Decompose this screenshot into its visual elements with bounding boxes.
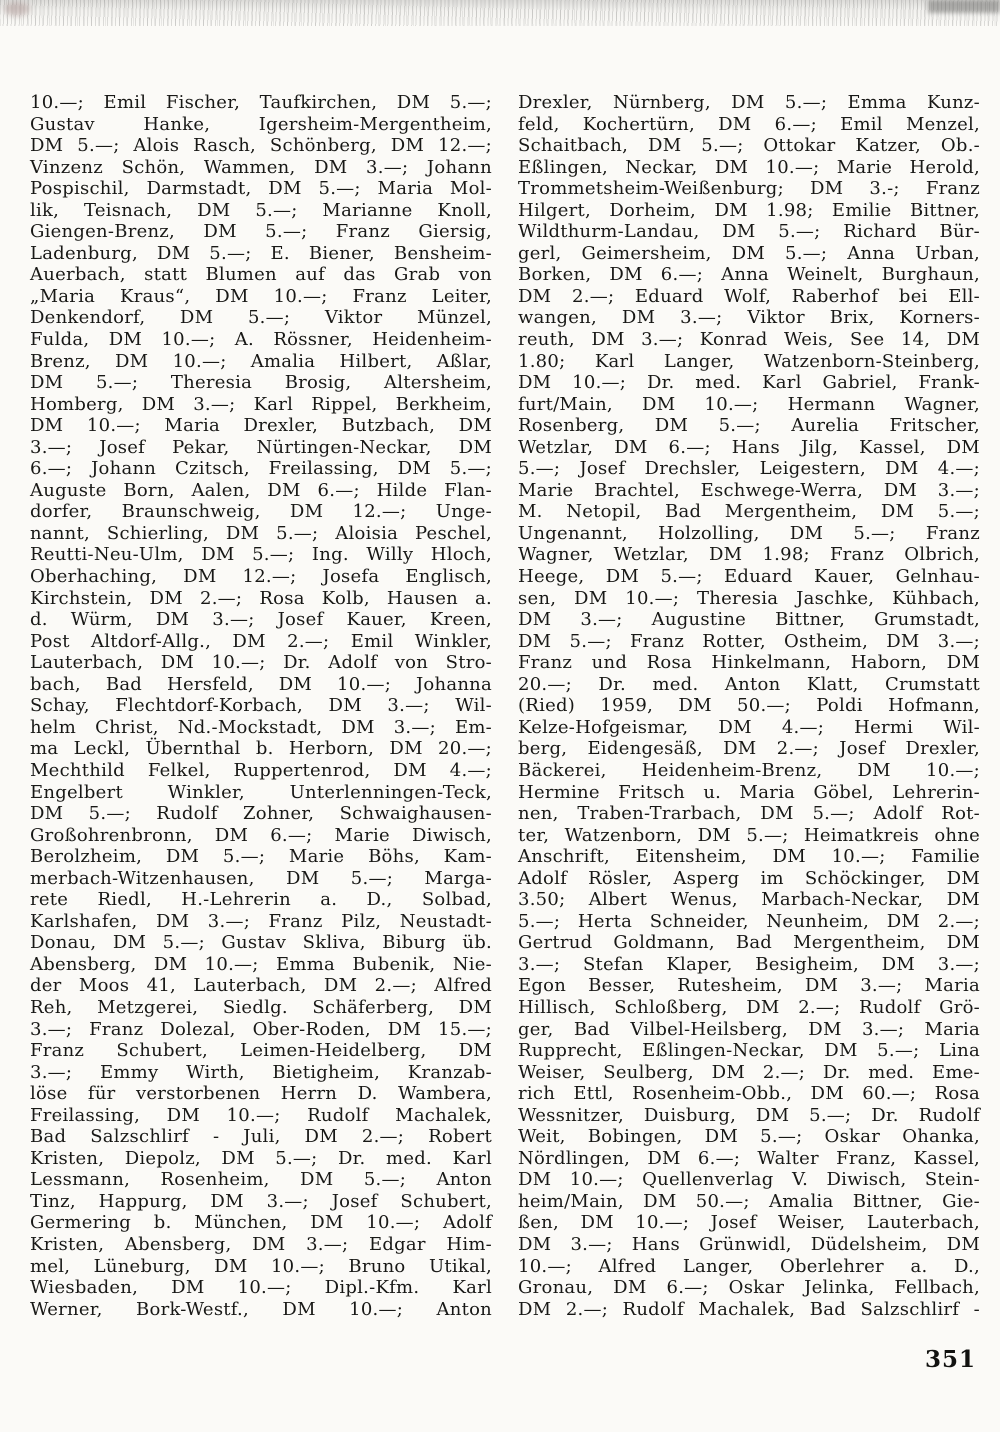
text-line: Pospischil, Darmstadt, DM 5.—; Maria Mol- (30, 178, 492, 200)
text-line: DM 3.—; Hans Grünwidl, Düdelsheim, DM (518, 1233, 980, 1255)
text-line: DM 5.—; Rudolf Zohner, Schwaighausen- (30, 803, 492, 825)
text-line: Anschrift, Eitensheim, DM 10.—; Familie (518, 846, 980, 868)
text-line: Weit, Bobingen, DM 5.—; Oskar Ohanka, (518, 1126, 980, 1148)
text-line: Trommetsheim-Weißenburg; DM 3.-; Franz (518, 178, 980, 200)
text-line: DM 2.—; Rudolf Machalek, Bad Salzschlirf - (518, 1298, 980, 1320)
text-line: Franz und Rosa Hinkelmann, Haborn, DM (518, 652, 980, 674)
text-line: Lessmann, Rosenheim, DM 5.—; Anton (30, 1169, 492, 1191)
text-line: berg, Eidengesäß, DM 2.—; Josef Drexler, (518, 738, 980, 760)
text-line: DM 10.—; Dr. med. Karl Gabriel, Frank- (518, 372, 980, 394)
text-line: Hillisch, Schloßberg, DM 2.—; Rudolf Grö- (518, 996, 980, 1018)
text-line: Lauterbach, DM 10.—; Dr. Adolf von Stro- (30, 652, 492, 674)
text-line: 5.—; Josef Drechsler, Leigestern, DM 4.—; (518, 458, 980, 480)
text-line: nannt, Schierling, DM 5.—; Aloisia Peschel, (30, 522, 492, 544)
text-line: DM 5.—; Theresia Brosig, Altersheim, (30, 372, 492, 394)
text-line: ma Leckl, Übernthal b. Herborn, DM 20.—; (30, 738, 492, 760)
text-line: Nördlingen, DM 6.—; Walter Franz, Kassel, (518, 1147, 980, 1169)
text-line: Kristen, Diepolz, DM 5.—; Dr. med. Karl (30, 1147, 492, 1169)
text-line: 10.—; Alfred Langer, Oberlehrer a. D., (518, 1255, 980, 1277)
text-line: Wiesbaden, DM 10.—; Dipl.-Kfm. Karl (30, 1277, 492, 1299)
text-line: Franz Schubert, Leimen-Heidelberg, DM (30, 1040, 492, 1062)
text-line: Hilgert, Dorheim, DM 1.98; Emilie Bittner, (518, 199, 980, 221)
text-line: Wagner, Wetzlar, DM 1.98; Franz Olbrich, (518, 544, 980, 566)
text-line: Eßlingen, Neckar, DM 10.—; Marie Herold, (518, 156, 980, 178)
text-line: 3.—; Franz Dolezal, Ober-Roden, DM 15.—; (30, 1018, 492, 1040)
text-line: Ladenburg, DM 5.—; E. Biener, Bensheim- (30, 242, 492, 264)
text-line: 3.50; Albert Wenus, Marbach-Neckar, DM (518, 889, 980, 911)
text-line: Fulda, DM 10.—; A. Rössner, Heidenheim- (30, 329, 492, 351)
text-line: dorfer, Braunschweig, DM 12.—; Unge- (30, 501, 492, 523)
text-line: Brenz, DM 10.—; Amalia Hilbert, Aßlar, (30, 350, 492, 372)
text-line: Kristen, Abensberg, DM 3.—; Edgar Him- (30, 1233, 492, 1255)
text-line: DM 10.—; Maria Drexler, Butzbach, DM (30, 415, 492, 437)
text-line: DM 10.—; Quellenverlag V. Diwisch, Stein- (518, 1169, 980, 1191)
text-line: Adolf Rösler, Asperg im Schöckinger, DM (518, 867, 980, 889)
scan-corner-artifact (928, 0, 1000, 13)
text-line: Homberg, DM 3.—; Karl Rippel, Berkheim, (30, 393, 492, 415)
text-line: Ungenannt, Holzolling, DM 5.—; Franz (518, 522, 980, 544)
text-line: Reh, Metzgerei, Siedlg. Schäferberg, DM (30, 996, 492, 1018)
text-line: bach, Bad Hersfeld, DM 10.—; Johanna (30, 673, 492, 695)
text-line: Donau, DM 5.—; Gustav Skliva, Biburg üb. (30, 932, 492, 954)
text-line: nen, Traben-Trarbach, DM 5.—; Adolf Rot- (518, 803, 980, 825)
text-line: Auguste Born, Aalen, DM 6.—; Hilde Flan- (30, 479, 492, 501)
text-line: Gronau, DM 6.—; Oskar Jelinka, Fellbach, (518, 1277, 980, 1299)
text-line: Berolzheim, DM 5.—; Marie Böhs, Kam- (30, 846, 492, 868)
text-line: Rupprecht, Eßlingen-Neckar, DM 5.—; Lina (518, 1040, 980, 1062)
text-line: merbach-Witzenhausen, DM 5.—; Marga- (30, 867, 492, 889)
text-line: mel, Lüneburg, DM 10.—; Bruno Utikal, (30, 1255, 492, 1277)
text-line: furt/Main, DM 10.—; Hermann Wagner, (518, 393, 980, 415)
text-line: 1.80; Karl Langer, Watzenborn-Steinberg, (518, 350, 980, 372)
text-line: lik, Teisnach, DM 5.—; Marianne Knoll, (30, 199, 492, 221)
text-line: ter, Watzenborn, DM 5.—; Heimatkreis ohne (518, 824, 980, 846)
text-line: Bad Salzschlirf - Juli, DM 2.—; Robert (30, 1126, 492, 1148)
text-line: Wildthurm-Landau, DM 5.—; Richard Bür- (518, 221, 980, 243)
text-line: Germering b. München, DM 10.—; Adolf (30, 1212, 492, 1234)
text-line: Wetzlar, DM 6.—; Hans Jilg, Kassel, DM (518, 436, 980, 458)
text-line: 3.—; Josef Pekar, Nürtingen-Neckar, DM (30, 436, 492, 458)
text-line: Schaitbach, DM 5.—; Ottokar Katzer, Ob.- (518, 135, 980, 157)
text-line: löse für verstorbenen Herrn D. Wambera, (30, 1083, 492, 1105)
text-line: Wessnitzer, Duisburg, DM 5.—; Dr. Rudolf (518, 1104, 980, 1126)
text-line: Denkendorf, DM 5.—; Viktor Münzel, (30, 307, 492, 329)
text-line: Vinzenz Schön, Wammen, DM 3.—; Johann (30, 156, 492, 178)
text-line: Gertrud Goldmann, Bad Mergentheim, DM (518, 932, 980, 954)
text-line: Reutti-Neu-Ulm, DM 5.—; Ing. Willy Hloch, (30, 544, 492, 566)
text-line: M. Netopil, Bad Mergentheim, DM 5.—; (518, 501, 980, 523)
text-line: helm Christ, Nd.-Mockstadt, DM 3.—; Em- (30, 716, 492, 738)
text-line: rete Riedl, H.-Lehrerin a. D., Solbad, (30, 889, 492, 911)
text-line: Egon Besser, Rutesheim, DM 3.—; Maria (518, 975, 980, 997)
text-line: Oberhaching, DM 12.—; Josefa Englisch, (30, 566, 492, 588)
text-column-left (30, 92, 492, 1320)
text-line: DM 3.—; Augustine Bittner, Grumstadt, (518, 609, 980, 631)
text-line: ger, Bad Vilbel-Heilsberg, DM 3.—; Maria (518, 1018, 980, 1040)
text-line: 10.—; Emil Fischer, Taufkirchen, DM 5.—; (30, 92, 492, 113)
text-line: Schay, Flechtdorf-Korbach, DM 3.—; Wil- (30, 695, 492, 717)
text-line: Großohrenbronn, DM 6.—; Marie Diwisch, (30, 824, 492, 846)
text-line: Heege, DM 5.—; Eduard Kauer, Gelnhau- (518, 566, 980, 588)
text-line: wangen, DM 3.—; Viktor Brix, Korners- (518, 307, 980, 329)
text-line: reuth, DM 3.—; Konrad Weis, See 14, DM (518, 329, 980, 351)
text-line: sen, DM 10.—; Theresia Jaschke, Kühbach, (518, 587, 980, 609)
text-line: Kelze-Hofgeismar, DM 4.—; Hermi Wil- (518, 716, 980, 738)
text-line: rich Ettl, Rosenheim-Obb., DM 60.—; Rosa (518, 1083, 980, 1105)
text-line: Borken, DM 6.—; Anna Weinelt, Burghaun, (518, 264, 980, 286)
text-line: 5.—; Herta Schneider, Neunheim, DM 2.—; (518, 910, 980, 932)
text-line: Rosenberg, DM 5.—; Aurelia Fritscher, (518, 415, 980, 437)
page-number: 351 (924, 1346, 976, 1373)
text-line: gerl, Geimersheim, DM 5.—; Anna Urban, (518, 242, 980, 264)
scan-mark-artifact (4, 2, 30, 16)
text-line: Post Altdorf-Allg., DM 2.—; Emil Winkler, (30, 630, 492, 652)
text-line: Drexler, Nürnberg, DM 5.—; Emma Kunz- (518, 92, 980, 113)
text-line: Hermine Fritsch u. Maria Göbel, Lehrerin- (518, 781, 980, 803)
text-line: Auerbach, statt Blumen auf das Grab von (30, 264, 492, 286)
text-line: ßen, DM 10.—; Josef Weiser, Lauterbach, (518, 1212, 980, 1234)
text-line: (Ried) 1959, DM 50.—; Poldi Hofmann, (518, 695, 980, 717)
text-line: DM 5.—; Franz Rotter, Ostheim, DM 3.—; (518, 630, 980, 652)
text-line: Weiser, Seulberg, DM 2.—; Dr. med. Eme- (518, 1061, 980, 1083)
text-line: Mechthild Felkel, Ruppertenrod, DM 4.—; (30, 759, 492, 781)
text-line: „Maria Kraus“, DM 10.—; Franz Leiter, (30, 285, 492, 307)
text-line: DM 2.—; Eduard Wolf, Raberhof bei Ell- (518, 285, 980, 307)
text-line: 6.—; Johann Czitsch, Freilassing, DM 5.—; (30, 458, 492, 480)
text-line: 3.—; Emmy Wirth, Bietigheim, Kranzab- (30, 1061, 492, 1083)
text-line: der Moos 41, Lauterbach, DM 2.—; Alfred (30, 975, 492, 997)
text-line: Freilassing, DM 10.—; Rudolf Machalek, (30, 1104, 492, 1126)
text-line: 20.—; Dr. med. Anton Klatt, Crumstatt (518, 673, 980, 695)
text-line: feld, Kochertürn, DM 6.—; Emil Menzel, (518, 113, 980, 135)
text-line: Marie Brachtel, Eschwege-Werra, DM 3.—; (518, 479, 980, 501)
text-line: Giengen-Brenz, DM 5.—; Franz Giersig, (30, 221, 492, 243)
text-line: d. Würm, DM 3.—; Josef Kauer, Kreen, (30, 609, 492, 631)
text-line: Abensberg, DM 10.—; Emma Bubenik, Nie- (30, 953, 492, 975)
text-line: Kirchstein, DM 2.—; Rosa Kolb, Hausen a. (30, 587, 492, 609)
text-line: Tinz, Happurg, DM 3.—; Josef Schubert, (30, 1190, 492, 1212)
text-line: heim/Main, DM 50.—; Amalia Bittner, Gie- (518, 1190, 980, 1212)
text-line: Gustav Hanke, Igersheim-Mergentheim, (30, 113, 492, 135)
text-line: Werner, Bork-Westf., DM 10.—; Anton (30, 1298, 492, 1320)
text-line: Bäckerei, Heidenheim-Brenz, DM 10.—; (518, 759, 980, 781)
text-line: 3.—; Stefan Klaper, Besigheim, DM 3.—; (518, 953, 980, 975)
text-column-right (518, 92, 980, 1320)
text-line: DM 5.—; Alois Rasch, Schönberg, DM 12.—; (30, 135, 492, 157)
text-line: Engelbert Winkler, Unterlenningen-Teck, (30, 781, 492, 803)
text-line: Karlshafen, DM 3.—; Franz Pilz, Neustadt- (30, 910, 492, 932)
scan-noise-artifact (0, 0, 1000, 26)
